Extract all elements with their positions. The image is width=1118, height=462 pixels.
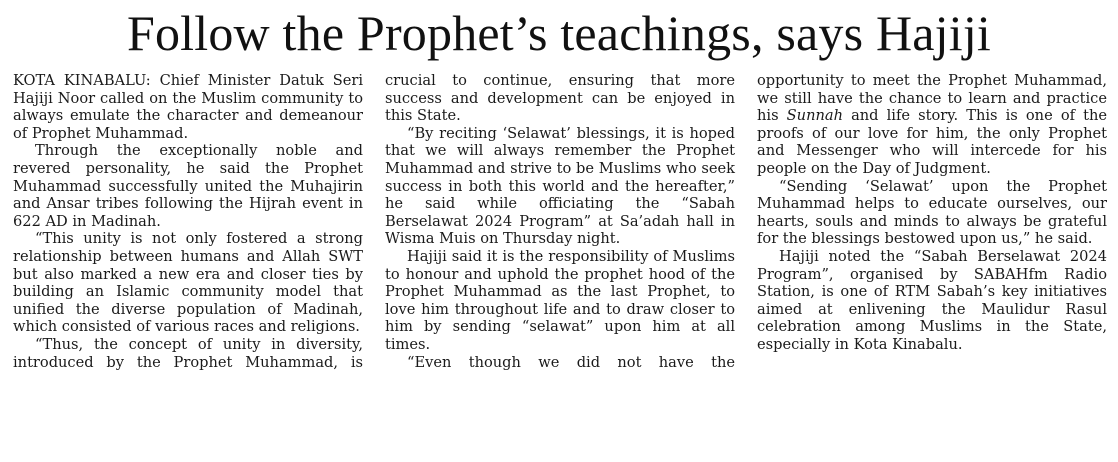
article-column-2 — [385, 72, 735, 371]
headline: Follow the Prophet’s teachings, says Hajiji — [126, 5, 992, 61]
paragraph: “Thus, the concept of unity in diversity, introduced by the Prophet Muhammad, is — [13, 335, 363, 371]
paragraph: “By reciting ‘Selawat’ blessings, it is hoped that we will always remember the Prophet Muhammad and strive to be Muslims who seek success in both this world and the hereafter,” he said while officiating the “Sabah Berselawat 2024 Program” at Sa’adah hall in Wisma Muis on Thursday night. — [385, 124, 735, 248]
paragraph: Hajiji noted the “Sabah Berselawat 2024 Program”, organised by SABAHfm Radio Station, is one of RTM Sabah’s key initiatives aimed at enlivening the Maulidur Rasul celebration among Muslims in the State, especially in Kota Kinabalu. — [757, 247, 1107, 353]
paragraph — [757, 72, 1107, 178]
paragraph-text: and life story. This is one of the proofs of our love for him, the only Prophet and Messenger who will intercede for his people on the Day of Judgment. — [757, 107, 1108, 177]
paragraph: “Even though we did not have the — [407, 353, 735, 371]
paragraph: Hajiji said it is the responsibility of Muslims to honour and uphold the prophet hood of the Prophet Muhammad as the last Prophet, to love him throughout life and to draw closer to him by sending “selawat” upon him at all times. — [385, 247, 735, 353]
paragraph: crucial to continue, ensuring that more success and development can be enjoyed in this State. — [385, 72, 735, 125]
italic-term: Sunnah — [786, 107, 843, 125]
paragraph-text: opportunity to meet the Prophet Muhammad, we still have the chance to learn and practice his — [757, 72, 1107, 125]
paragraph: KOTA KINABALU: Chief Minister Datuk Seri Hajiji Noor called on the Muslim community to always emulate the character and demeanour of Prophet Muhammad. — [13, 72, 363, 142]
article-column-3 — [757, 72, 1107, 354]
paragraph: “Sending ‘Selawat’ upon the Prophet Muhammad helps to educate ourselves, our hearts, souls and minds to always be grateful for the blessings bestowed upon us,” he said. — [757, 177, 1107, 248]
paragraph: Through the exceptionally noble and revered personality, he said the Prophet Muhammad successfully united the Muhajirin and Ansar tribes following the Hijrah event in 622 AD in Madinah. — [13, 142, 363, 230]
article-column-1 — [13, 72, 363, 371]
paragraph: “This unity is not only fostered a strong relationship between humans and Allah SWT but also marked a new era and closer ties by building an Islamic community model that unified the diverse population of Madinah, which consisted of various races and religions. — [13, 230, 363, 336]
